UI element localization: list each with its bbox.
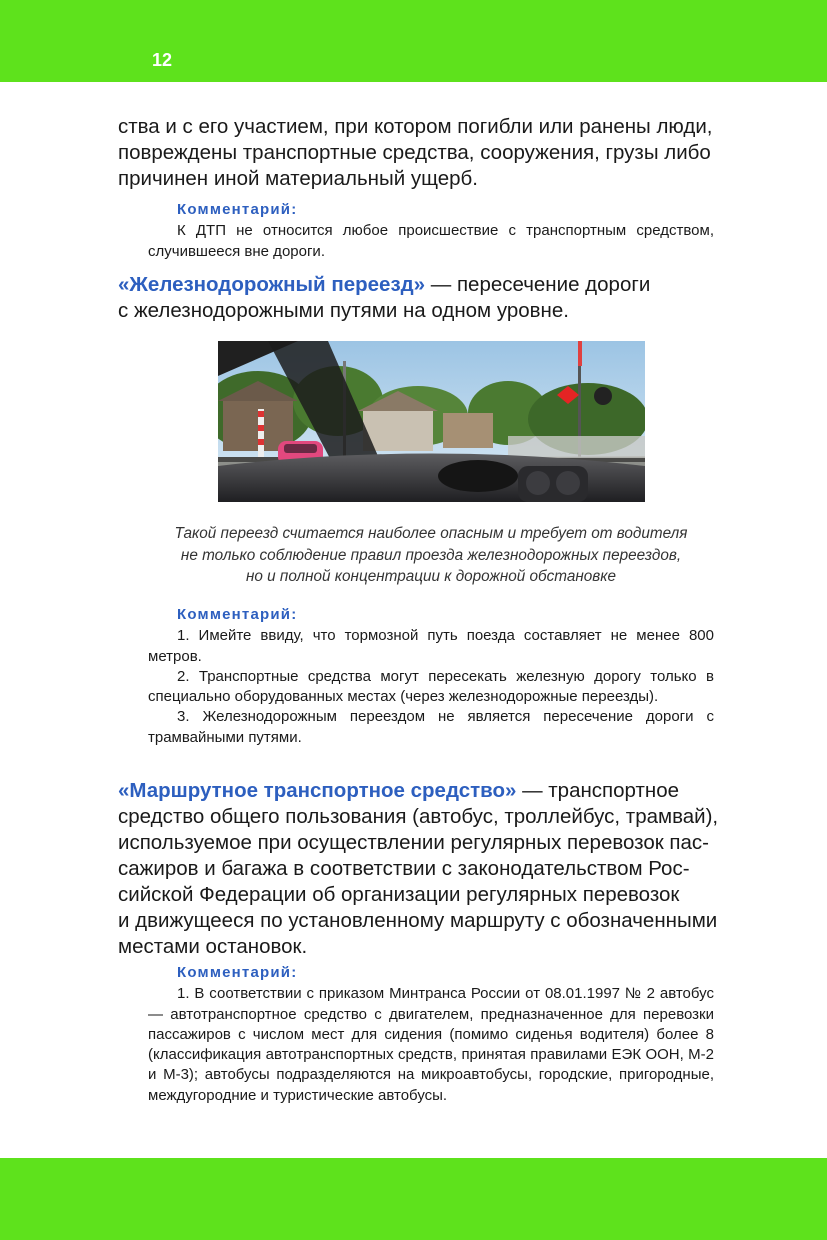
definition-line: средство общего пользования (автобус, троллейбус, трамвай), xyxy=(118,805,719,828)
comment-text: 1. В соответствии с приказом Минтранса России от 08.01.1997 № 2 автобус — автотранспортное средство с двигателем, предназначенное для перевозки пассажиров с числом мест для сидения (помимо сиденья водителя) более 8 (классификация автотранспортных средств, принятая правилами ЕЭК ООН, М-2 и М-3); автобусы подразделяются на микроавтобусы, городские, пригородные, междугородние и туристические автобусы. xyxy=(148,985,714,1104)
comment-block xyxy=(148,200,714,262)
definition-line xyxy=(118,272,744,298)
intro-line: ства и с его участием, при котором погибли или ранены люди, xyxy=(118,115,713,138)
caption-line: Такой переезд считается наиболее опасным и требует от водителя xyxy=(174,525,688,542)
footer-bar xyxy=(0,1158,827,1240)
intro-line: причинен иной материальный ущерб. xyxy=(118,167,478,190)
comment-title: Комментарий: xyxy=(177,606,298,623)
comment-text: К ДТП не относится любое происшествие с транспортным средством, случившееся вне дороги. xyxy=(148,222,714,260)
definition-line: используемое при осуществлении регулярных перевозок пас- xyxy=(118,831,709,854)
definition-line: местами остановок. xyxy=(118,935,308,958)
definition-line: сийской Федерации об организации регулярных перевозок xyxy=(118,883,680,906)
header-bar xyxy=(0,0,827,82)
definition-line: с железнодорожными путями на одном уровне. xyxy=(118,299,569,322)
definition-term: «Маршрутное транспортное средство» xyxy=(118,779,517,802)
definition-term: «Железнодорожный переезд» xyxy=(118,273,426,296)
comment-item: 1. Имейте ввиду, что тормозной путь поезда составляет не менее 800 метров. xyxy=(148,627,714,665)
definition-line xyxy=(118,778,744,804)
photo-caption xyxy=(118,523,744,588)
page-number: 12 xyxy=(152,50,173,70)
caption-line: не только соблюдение правил проезда железнодорожных переездов, xyxy=(180,546,682,564)
definition-text: — транспортное xyxy=(516,779,680,802)
comment-block xyxy=(148,963,714,1106)
comment-item: 3. Железнодорожным переездом не является пересечение дороги с трамвайными путями. xyxy=(148,708,714,746)
definition-line: сажиров и багажа в соответствии с законодательством Рос- xyxy=(118,857,690,880)
comment-title: Комментарий: xyxy=(177,201,298,218)
intro-line: повреждены транспортные средства, сооружения, грузы либо xyxy=(118,141,711,164)
definition-text: — пересечение дороги xyxy=(425,273,651,296)
comment-item: 2. Транспортные средства могут пересекать железную дорогу только в специально оборудованных местах (через железнодорожные переезды). xyxy=(148,667,714,706)
railway-crossing-photo xyxy=(218,341,645,502)
comment-title: Комментарий: xyxy=(177,964,298,981)
comment-block xyxy=(148,605,714,748)
caption-line: но и полной концентрации к дорожной обстановке xyxy=(245,568,617,585)
definition-line: и движущееся по установленному маршруту с обозначенными xyxy=(118,909,718,932)
